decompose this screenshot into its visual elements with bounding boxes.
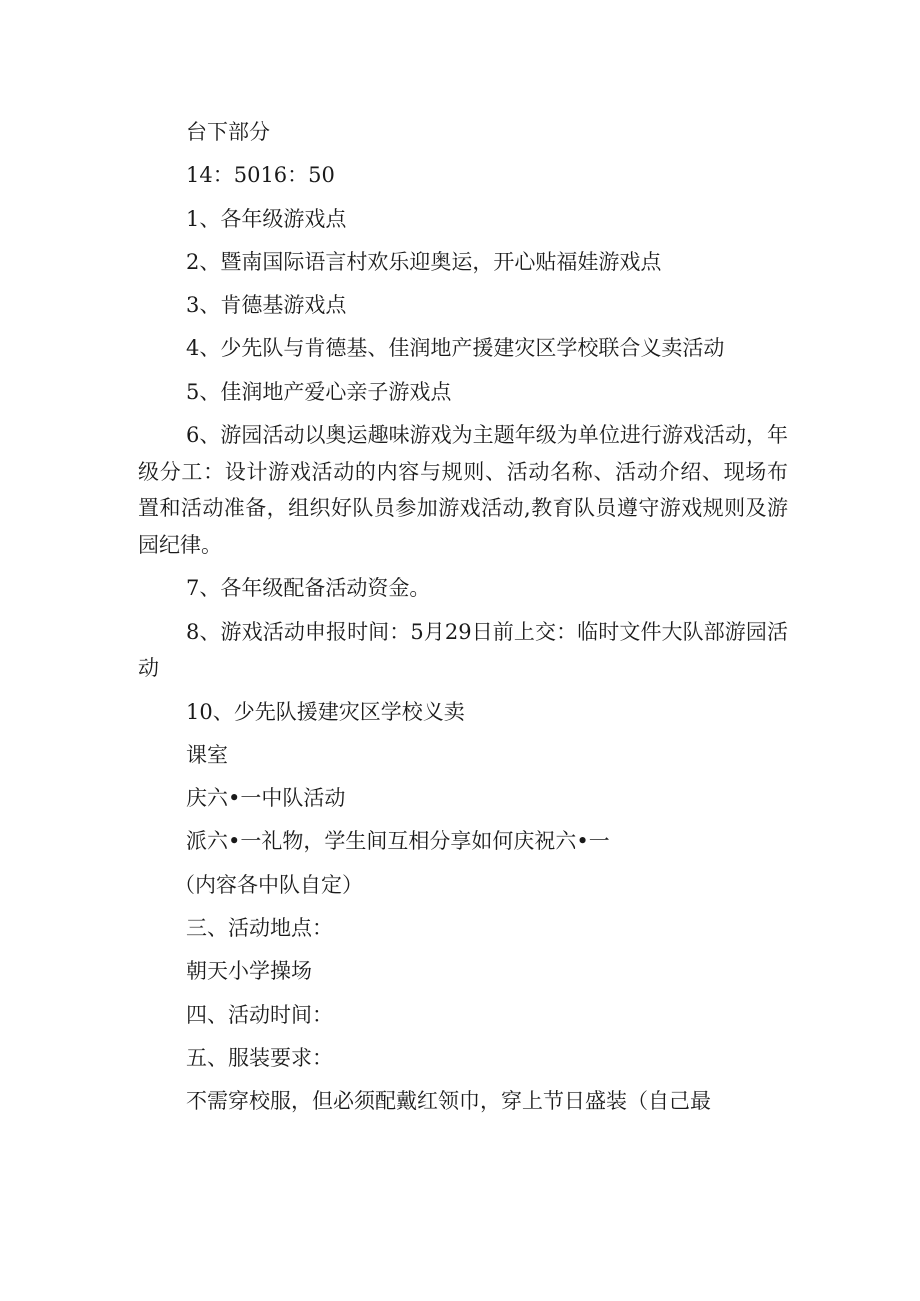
list-item: 10、少先队援建灾区学校义卖 <box>186 699 465 724</box>
list-item: 2、暨南国际语言村欢乐迎奥运，开心贴福娃游戏点 <box>186 249 662 274</box>
list-item: 1、各年级游戏点 <box>186 206 347 231</box>
dress-code-text: 不需穿校服，但必须配戴红领巾，穿上节日盛装（自己最 <box>186 1089 711 1114</box>
list-item: 3、肯德基游戏点 <box>186 293 347 318</box>
time-range: 14：5016：50 <box>186 163 335 188</box>
heading-offstage: 台下部分 <box>186 120 270 144</box>
gift-line: 派六•一礼物，学生间互相分享如何庆祝六•一 <box>186 829 610 854</box>
document-body <box>138 111 788 1124</box>
content-note: （内容各中队自定） <box>174 872 363 897</box>
location-text: 朝天小学操场 <box>186 959 312 984</box>
squad-activity: 庆六•一中队活动 <box>186 786 346 811</box>
list-item: 7、各年级配备活动资金。 <box>186 576 431 601</box>
section-3-title: 三、活动地点： <box>186 916 333 941</box>
paragraph-item-8: 8、游戏活动申报时间：5月29日前上交：临时文件大队部游园活动 <box>138 619 788 681</box>
list-item: 5、佳润地产爱心亲子游戏点 <box>186 379 452 404</box>
paragraph-item-6: 6、游园活动以奥运趣味游戏为主题年级为单位进行游戏活动，年级分工：设计游戏活动的内容与规则、活动名称、活动介绍、现场布置和活动准备，组织好队员参加游戏活动,教育队员遵守游戏规则及游园纪律。 <box>138 423 788 557</box>
classroom-label: 课室 <box>186 742 228 767</box>
section-4-title: 四、活动时间： <box>186 1002 333 1027</box>
list-item: 4、少先队与肯德基、佳润地产援建灾区学校联合义卖活动 <box>186 336 725 361</box>
section-5-title: 五、服装要求： <box>186 1045 333 1070</box>
